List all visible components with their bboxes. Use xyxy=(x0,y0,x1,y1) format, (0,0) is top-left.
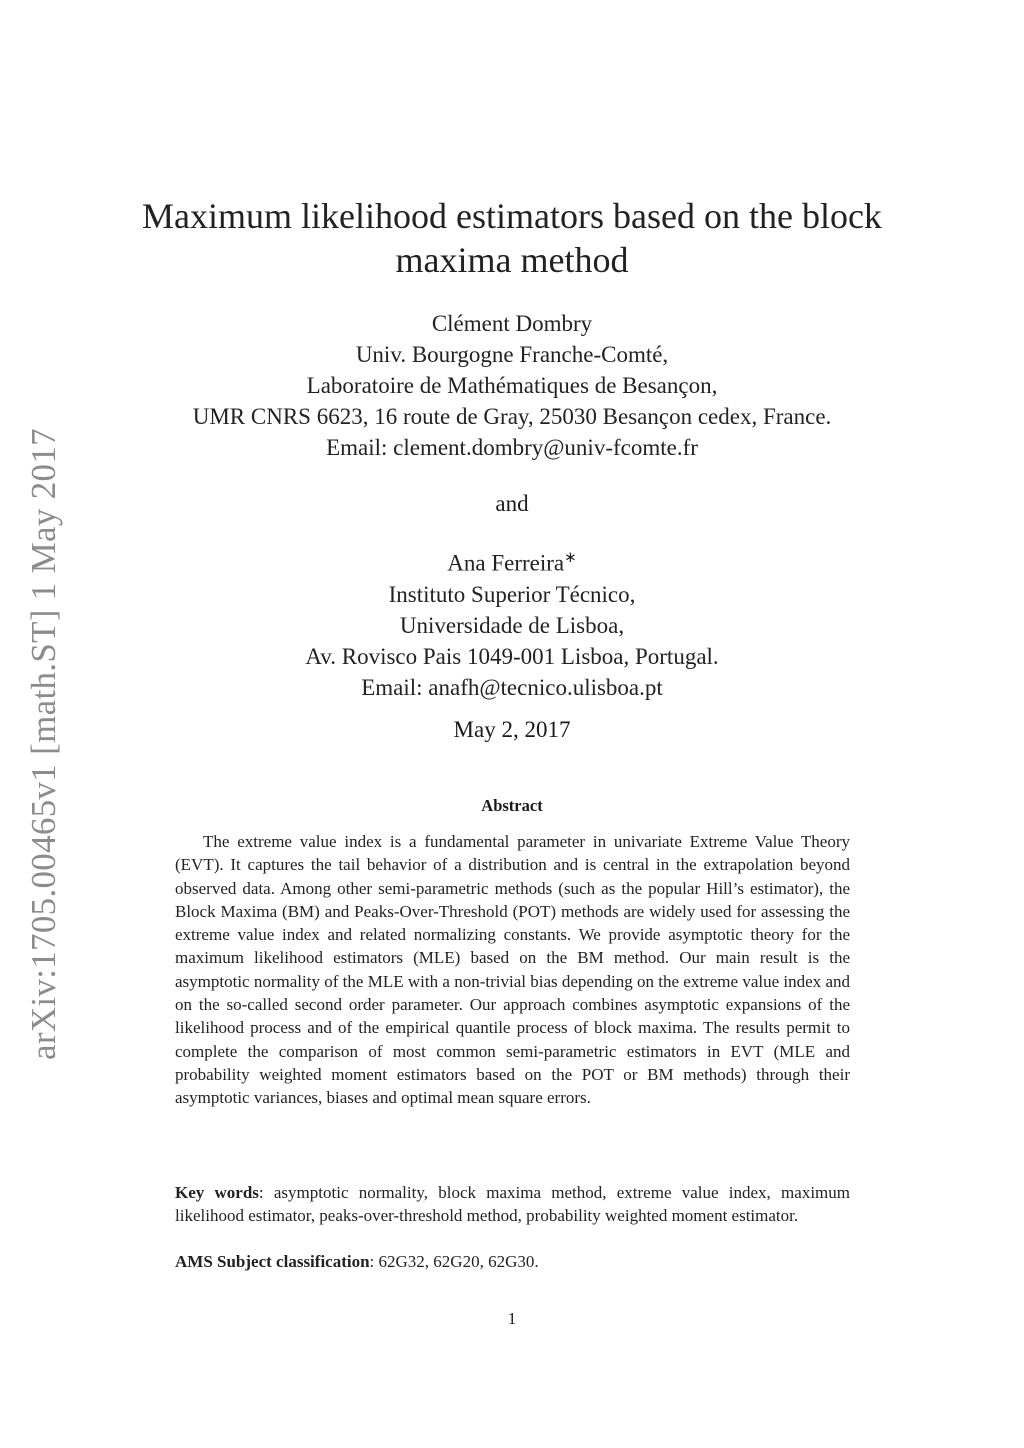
author-name: Ana Ferreira xyxy=(447,550,565,576)
author-name-line xyxy=(120,543,904,579)
ams-classification xyxy=(175,1250,850,1273)
ams-codes: : 62G32, 62G20, 62G30. xyxy=(369,1252,539,1271)
abstract-body: The extreme value index is a fundamental parameter in univariate Extreme Value Theory (EVT). It captures the tail behavior of a distribution and is central in the extrapolation beyond observed data. Among other semi-parametric methods (such as the popular Hill’s estimator), the Block Maxima (BM) and Peaks-Over-Threshold (POT) methods are widely used for assessing the extreme value index and related normalizing constants. We provide asymptotic theory for the maximum likelihood estimators (MLE) based on the BM method. Our main result is the asymptotic normality of the MLE with a non-trivial bias depending on the extreme value index and on the so-called second order parameter. Our approach combines asymptotic expansions of the likelihood process and of the empirical quantile process of block maxima. The results permit to complete the comparison of most common semi-parametric estimators in EVT (MLE and probability weighted moment estimators based on the POT or BM methods) through their asymptotic variances, biases and optimal mean square errors. xyxy=(175,832,850,1108)
abstract-heading: Abstract xyxy=(481,796,543,815)
affiliation-line: Univ. Bourgogne Franche-Comté, xyxy=(355,342,669,367)
page-number: 1 xyxy=(507,1309,517,1328)
ams-label: AMS Subject classification xyxy=(175,1252,370,1271)
affiliation-line: Laboratoire de Mathématiques de Besançon, xyxy=(306,373,718,398)
affiliation-line: Universidade de Lisboa, xyxy=(399,612,625,638)
footnote-mark: ∗ xyxy=(564,550,577,566)
keywords-section xyxy=(175,1181,850,1227)
paper-date: May 2, 2017 xyxy=(453,717,571,742)
author-email: Email: clement.dombry@univ-fcomte.fr xyxy=(326,435,698,460)
author-connector: and xyxy=(495,491,529,516)
keywords-label: Key words xyxy=(175,1183,259,1202)
arxiv-identifier-stamp: arXiv:1705.00465v1 [math.ST] 1 May 2017 xyxy=(24,428,63,1060)
affiliation-line: UMR CNRS 6623, 16 route de Gray, 25030 Besançon cedex, France. xyxy=(192,404,832,429)
affiliation-line: Av. Rovisco Pais 1049-001 Lisboa, Portugal. xyxy=(305,643,719,669)
author-email: Email: anafh@tecnico.ulisboa.pt xyxy=(361,674,663,700)
author-block-ferreira xyxy=(120,543,904,703)
keywords-text: : asymptotic normality, block maxima method, extreme value index, maximum likelihood estimator, peaks-over-threshold method, probability weighted moment estimator. xyxy=(175,1183,850,1225)
author-block-dombry xyxy=(120,308,904,463)
author-name: Clément Dombry xyxy=(431,311,593,336)
affiliation-line: Instituto Superior Técnico, xyxy=(388,581,636,607)
paper-title: Maximum likelihood estimators based on the block maxima method xyxy=(142,196,882,280)
